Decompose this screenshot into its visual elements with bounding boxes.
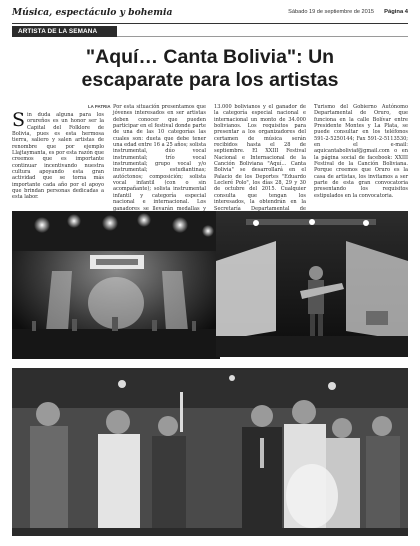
performer-photo (216, 211, 408, 357)
section-name: Música, espectáculo y bohemia (12, 7, 173, 18)
section-kicker: ARTISTA DE LA SEMANA (12, 26, 117, 37)
page-number: Página 4 (384, 9, 408, 15)
page-header (12, 6, 408, 22)
article-column-2 (113, 104, 206, 218)
column-3-text: 13.000 bolivianos y el ganador de la categoría especial nacional e internacional un monto de 34.000 bolivianos. Los requisitos para presentar a los organizadores del certamen de música serán recibidos hasta el 28 de septiembre. El XXIII Festival Nacional e Internacional de la Canción Boliviana "Aquí… Canta Bolivia" se desarrollará en el Palacio de los Deportes "Eduardo Lecleré Polo", los días 28, 29 y 30 de octubre del 2015. Cualquier consulta que tengan los interesados, la obtendrán en la Secretaría Departamental de (214, 104, 306, 212)
article-column-1 (12, 109, 104, 201)
kicker-rule (117, 36, 408, 37)
drop-cap: S (12, 109, 26, 131)
article-column-3 (214, 104, 306, 218)
headline-line-1: "Aquí… Canta Bolivia": Un (85, 46, 335, 68)
headline-line-2: escaparate para los artistas (81, 69, 339, 91)
stage-photo (12, 211, 220, 359)
column-1-text: in duda alguna para los orureños es un honor ser la Capital del Folklore de Bolivia, pues es esta hermosa tierra, saliero y salen artistas de renombre que por ejemplo Llajtaymanta, es por esta razón que creemos que es importante continuar incentivando nuestra cultura apoyando esta gran actividad que se torna más importante cada año por el apoyo que brindan personas dedicadas a esta labor. (12, 112, 104, 201)
winners-photo (12, 368, 408, 536)
column-2-text: Por esta situación presentamos que jóvenes interesados en ser artistas deben conocer que pueden participar en el festival donde parte de una de las 10 categorías las cuales son: dueta que debe tener una edad entre 16 a 25 años; solista instrumental, dúo vocal instrumental; trío vocal instrumental; grupo vocal y/o instrumental; estudiantinas; autóctonos; composición; solista vocal infantil (con o sin acompañante); solista instrumental infantil y categoría especial nacional e internacional. Los ganadores se llevarán medallas y (113, 104, 206, 212)
article-column-4 (314, 104, 408, 199)
article-source: LA PATRIA (88, 104, 111, 109)
headline (12, 46, 408, 92)
column-4-text: Turismo del Gobierno Autónomo Departamental de Oruro, que funciona en la calle Bolívar entre Presidente Montes y La Plata, se puede consultar en los teléfonos 591-2-5250144; Fax 591-2-5113530; en el e-mail: aquicantaboliviaf@gmail.com o en la página social de facebook: XXIII Festival de la Canción Boliviana. Porque creemos que Oruro es la casa de artistas, los invitamos a ser parte de esta gran convocatoria presentando los requisitos estipulados en la convocatoria. (314, 104, 408, 199)
header-rule (12, 23, 408, 24)
issue-date: Sábado 19 de septiembre de 2015 (288, 9, 374, 15)
